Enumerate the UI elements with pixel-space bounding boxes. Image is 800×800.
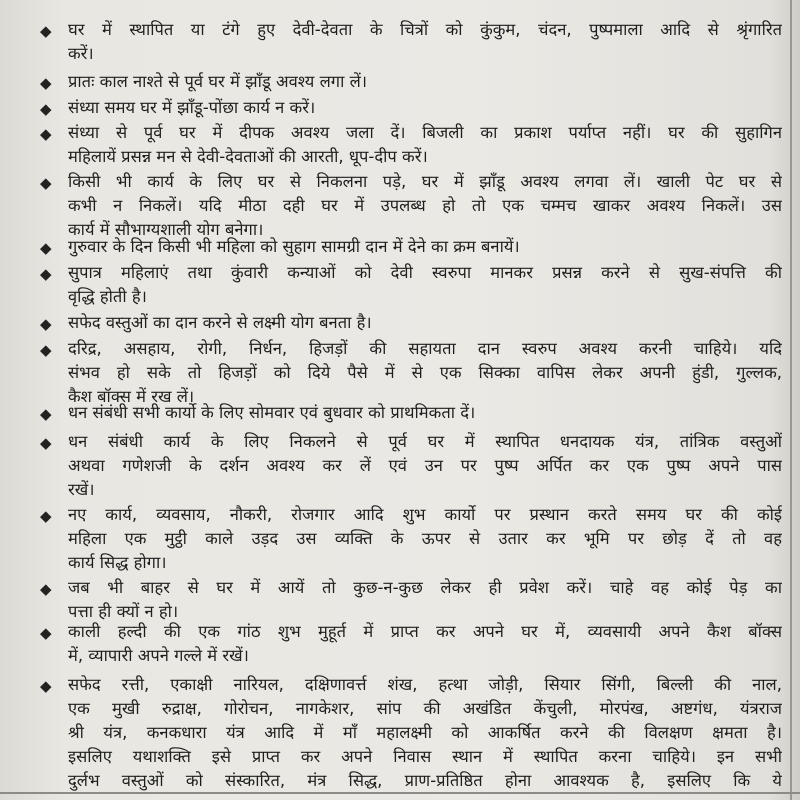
list-item bbox=[40, 503, 782, 575]
text-line: धन संबंधी कार्य के लिए निकलने से पूर्व घर में स्थापित धनदायक यंत्र, तांत्रिक वस्तुओं bbox=[68, 432, 782, 451]
list-item bbox=[40, 401, 782, 425]
text-line: श्री यंत्र, कनकधारा यंत्र आदि में माँ महालक्ष्मी को आकर्षित करने की विलक्षण क्षमता है। bbox=[68, 723, 782, 742]
text-line: कभी न निकलें। यदि मीठा दही घर में उपलब्ध हो तो एक चम्मच खाकर अवश्य निकलें। उस bbox=[68, 196, 782, 215]
list-item bbox=[40, 311, 782, 335]
list-item bbox=[40, 576, 782, 624]
text-line: वृद्धि होती है। bbox=[68, 287, 147, 306]
text-line: सफेद रत्ती, एकाक्षी नारियल, दक्षिणावर्त्त शंख, हत्था जोड़ी, सियार सिंगी, बिल्ली की नाल, bbox=[68, 675, 782, 694]
text-line: दुर्लभ वस्तुओं को संस्कारित, मंत्र सिद्ध, प्राण-प्रतिष्ठित होना आवश्यक है, इसलिए कि ये bbox=[68, 771, 782, 790]
diamond-bullet-icon: ◆ bbox=[40, 74, 52, 92]
diamond-bullet-icon: ◆ bbox=[40, 624, 52, 642]
list-item bbox=[40, 235, 782, 259]
list-item bbox=[40, 620, 782, 668]
text-line: कैश बॉक्स में रख लें। bbox=[68, 387, 195, 406]
text-line: रखें। bbox=[68, 480, 95, 499]
text-line: करें। bbox=[68, 44, 94, 63]
diamond-bullet-icon: ◆ bbox=[40, 265, 52, 283]
diamond-bullet-icon: ◆ bbox=[40, 580, 52, 598]
text-line: जब भी बाहर से घर में आयें तो कुछ-न-कुछ लेकर ही प्रवेश करें। चाहे वह कोई पेड़ का bbox=[68, 578, 782, 597]
list-item bbox=[40, 673, 782, 793]
text-line: अथवा गणेशजी के दर्शन अवश्य कर लें एवं उन पर पुष्प अर्पित कर एक पुष्प अपने पास bbox=[68, 456, 782, 475]
list-item bbox=[40, 96, 782, 120]
diamond-bullet-icon: ◆ bbox=[40, 100, 52, 118]
text-line: संभव हो सके तो हिजड़ों को दिये पैसे में से एक सिक्का वापिस लेकर अपनी हुंडी, गुल्लक, bbox=[68, 363, 782, 382]
text-line: धन संबंधी सभी कार्यो के लिए सोमवार एवं बुधवार को प्राथमिकता दें। bbox=[68, 403, 476, 422]
diamond-bullet-icon: ◆ bbox=[40, 315, 52, 333]
list-item bbox=[40, 70, 782, 94]
list-item bbox=[40, 170, 782, 242]
diamond-bullet-icon: ◆ bbox=[40, 174, 52, 192]
text-line: दरिद्र, असहाय, रोगी, निर्धन, हिजड़ों की सहायता दान स्वरुप अवश्य करनी चाहिये। यदि bbox=[68, 339, 782, 358]
text-line: किसी भी कार्य के लिए घर से निकलना पड़े, घर में झाँडू अवश्य लगवा लें। खाली पेट घर से bbox=[68, 172, 782, 191]
diamond-bullet-icon: ◆ bbox=[40, 239, 52, 257]
text-line: नए कार्य, व्यवसाय, नौकरी, रोजगार आदि शुभ कार्यो पर प्रस्थान करते समय घर की कोई bbox=[68, 505, 782, 524]
list-item bbox=[40, 337, 782, 409]
diamond-bullet-icon: ◆ bbox=[40, 341, 52, 359]
text-line: इसलिए यथाशक्ति इसे प्राप्त कर अपने निवास स्थान में स्थापित करना चाहिये। इन सभी bbox=[68, 747, 782, 766]
text-line: काली हल्दी की एक गांठ शुभ मुहूर्त में प्राप्त कर अपने घर में, व्यवसायी अपने कैश बॉक्स bbox=[68, 622, 782, 641]
text-line: एक मुखी रुद्राक्ष, गोरोचन, नागकेशर, सांप की अखंडित केंचुली, मोरपंख, अष्टगंध, यंत्रराज bbox=[68, 699, 782, 718]
diamond-bullet-icon: ◆ bbox=[40, 434, 52, 452]
text-line: सुपात्र महिलाएं तथा कुंवारी कन्याओं को देवी स्वरुपा मानकर प्रसन्न करने से सुख-संपत्ति की bbox=[68, 263, 782, 282]
text-line: महिला एक मुट्ठी काले उड़द उस व्यक्ति के ऊपर से उतार कर भूमि पर छोड़ दें तो वह bbox=[68, 529, 782, 548]
text-line: कार्य में सौभाग्यशाली योग बनेगा। bbox=[68, 220, 264, 239]
page-edge bbox=[790, 0, 792, 800]
text-line: संध्या समय घर में झाँडू-पोंछा कार्य न करें। bbox=[68, 98, 316, 117]
diamond-bullet-icon: ◆ bbox=[40, 405, 52, 423]
list-item bbox=[40, 430, 782, 502]
text-line: संध्या से पूर्व घर में दीपक अवश्य जला दें। बिजली का प्रकाश पर्याप्त नहीं। घर की सुहागिन bbox=[68, 123, 782, 142]
diamond-bullet-icon: ◆ bbox=[40, 677, 52, 695]
text-line: पत्ता ही क्यों न हो। bbox=[68, 602, 179, 621]
text-line: महिलायें प्रसन्न मन से देवी-देवताओं की आरती, धूप-दीप करें। bbox=[68, 147, 428, 166]
list-item bbox=[40, 261, 782, 309]
text-line: गुरुवार के दिन किसी भी महिला को सुहाग सामग्री दान में देने का क्रम बनायें। bbox=[68, 237, 520, 256]
list-item bbox=[40, 121, 782, 169]
diamond-bullet-icon: ◆ bbox=[40, 125, 52, 143]
diamond-bullet-icon: ◆ bbox=[40, 507, 52, 525]
text-line: सफेद वस्तुओं का दान करने से लक्ष्मी योग बनता है। bbox=[68, 313, 372, 332]
list-item bbox=[40, 18, 782, 66]
text-line: कार्य सिद्ध होगा। bbox=[68, 553, 167, 572]
diamond-bullet-icon: ◆ bbox=[40, 22, 52, 40]
text-line: घर में स्थापित या टंगे हुए देवी-देवता के चित्रों को कुंकुम, चंदन, पुष्पमाला आदि से श्रृंगारित bbox=[68, 20, 782, 39]
text-line: प्रातः काल नाश्ते से पूर्व घर में झाँडू अवश्य लगा लें। bbox=[68, 72, 368, 91]
text-line: में, व्यापारी अपने गल्ले में रखें। bbox=[68, 646, 249, 665]
